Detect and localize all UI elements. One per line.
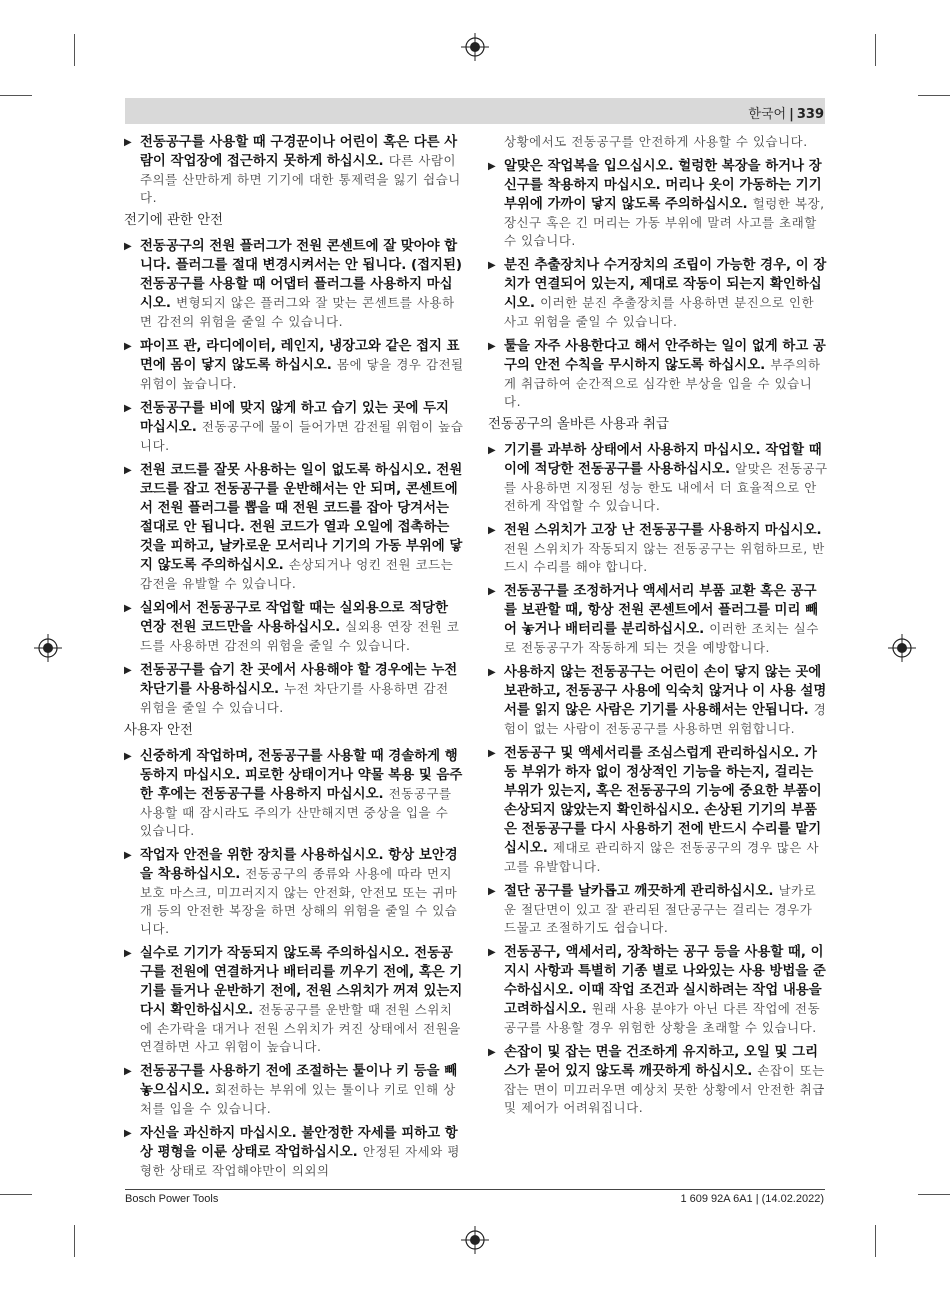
bullet-arrow-icon: ▶ xyxy=(124,850,132,861)
bullet-arrow-icon: ▶ xyxy=(124,1128,132,1139)
bullet-arrow-icon: ▶ xyxy=(488,947,496,958)
item-heading: 툴을 자주 사용한다고 해서 안주하는 일이 없게 하고 공구의 안전 수칙을 무시하지 않도록 하십시오. xyxy=(504,339,826,373)
registration-mark-icon xyxy=(461,1226,489,1254)
item-text: 부주의하게 취급하여 순간적으로 심각한 부상을 입을 수 있습니다. xyxy=(504,357,821,409)
item-text: 전동공구에 물이 들어가면 감전될 위험이 높습니다. xyxy=(140,419,464,453)
item-heading: 전동공구를 비에 맞지 않게 하고 습기 있는 곳에 두지 마십시오. xyxy=(140,401,449,435)
item-text: 실외용 연장 전원 코드를 사용하면 감전의 위험을 줄일 수 있습니다. xyxy=(140,619,460,653)
registration-mark-icon xyxy=(888,634,916,662)
list-item xyxy=(124,336,464,392)
item-heading: 전원 스위치가 고장 난 전동공구를 사용하지 마십시오. xyxy=(504,523,822,538)
list-item xyxy=(124,132,464,206)
item-text: 이러한 조치는 실수로 전동공구가 작동하게 되는 것을 예방합니다. xyxy=(504,621,819,655)
bullet-arrow-icon: ▶ xyxy=(124,751,132,762)
item-text: 안정된 자세와 평형한 상태로 작업해야만이 의외의 xyxy=(140,1144,460,1178)
list-item xyxy=(124,598,464,654)
item-text: 원래 사용 분야가 아닌 다른 작업에 전동공구를 사용할 경우 위험한 상황을 초래할 수 있습니다. xyxy=(504,1001,821,1035)
item-heading: 전동공구를 습기 찬 곳에서 사용해야 할 경우에는 누전 차단기를 사용하십시오. xyxy=(140,663,458,697)
item-text: 손잡이 또는 잡는 면이 미끄러우면 예상치 못한 상황에서 안전한 취급 및 제어가 어려워집니다. xyxy=(504,1063,825,1115)
crop-mark xyxy=(875,34,876,66)
bullet-arrow-icon: ▶ xyxy=(488,886,496,897)
item-text: 경험이 없는 사람이 전동공구를 사용하면 위험합니다. xyxy=(504,702,827,736)
bullet-arrow-icon: ▶ xyxy=(488,445,496,456)
page-number: 339 xyxy=(796,107,824,122)
item-text: 제대로 관리하지 않은 전동공구의 경우 많은 사고를 유발합니다. xyxy=(504,840,820,874)
item-text: 전동공구를 운반할 때 전원 스위치에 손가락을 대거나 전원 스위치가 켜진 상태에서 전원을 연결하면 사고 위험이 높습니다. xyxy=(140,1002,461,1054)
item-heading: 자신을 과신하지 마십시오. 불안정한 자세를 피하고 항상 평형을 이룬 상태로 작업하십시오. xyxy=(140,1126,458,1160)
item-heading: 기기를 과부하 상태에서 사용하지 마십시오. 작업할 때 이에 적당한 전동공구를 사용하십시오. xyxy=(504,443,822,477)
item-heading: 사용하지 않는 전동공구는 어린이 손이 닿지 않는 곳에 보관하고, 전동공구 사용에 익숙치 않거나 이 사용 설명서를 읽지 않은 사람은 기기를 사용해서는 안됩니다. xyxy=(504,665,827,718)
list-item xyxy=(488,440,828,514)
bullet-arrow-icon: ▶ xyxy=(124,665,132,676)
item-heading: 파이프 관, 라디에이터, 레인지, 냉장고와 같은 접지 표면에 몸이 닿지 않도록 하십시오. xyxy=(140,339,460,373)
bullet-arrow-icon: ▶ xyxy=(488,1047,496,1058)
item-text: 이러한 분진 추출장치를 사용하면 분진으로 인한 사고 위험을 줄일 수 있습니다. xyxy=(504,295,815,329)
list-item xyxy=(124,1123,464,1179)
item-heading: 작업자 안전을 위한 장치를 사용하십시오. 항상 보안경을 착용하십시오. xyxy=(140,848,458,882)
bullet-arrow-icon: ▶ xyxy=(124,403,132,414)
list-item xyxy=(488,581,828,656)
right-column xyxy=(488,132,828,1122)
item-heading: 전동공구를 조정하거나 액세서리 부품 교환 혹은 공구를 보관할 때, 항상 전원 콘센트에서 플러그를 미리 빼어 놓거나 배터리를 분리하십시오. xyxy=(504,584,819,637)
item-heading: 신중하게 작업하며, 전동공구를 사용할 때 경솔하게 행동하지 마십시오. 피로한 상태이거나 약물 복용 및 음주한 후에는 전동공구를 사용하지 마십시오. xyxy=(140,749,463,802)
crop-mark xyxy=(875,1225,876,1257)
item-heading: 손잡이 및 잡는 면을 건조하게 유지하고, 오일 및 그리스가 묻어 있지 않도록 깨끗하게 하십시오. xyxy=(504,1045,819,1079)
list-item xyxy=(124,660,464,716)
continued-text xyxy=(488,132,828,150)
bullet-arrow-icon: ▶ xyxy=(488,586,496,597)
bullet-arrow-icon: ▶ xyxy=(124,465,132,476)
registration-mark-icon xyxy=(34,634,62,662)
list-item xyxy=(488,1042,828,1116)
crop-mark xyxy=(74,34,75,66)
registration-mark-icon xyxy=(461,33,489,61)
item-heading: 분진 추출장치나 수거장치의 조립이 가능한 경우, 이 장치가 연결되어 있는지, 제대로 작동이 되는지 확인하십시오. xyxy=(504,258,827,311)
bullet-arrow-icon: ▶ xyxy=(124,1066,132,1077)
list-item xyxy=(124,746,464,839)
header-separator: | xyxy=(789,107,794,122)
list-item xyxy=(488,156,828,249)
list-item xyxy=(124,1061,464,1117)
item-text: 회전하는 부위에 있는 툴이나 키로 인해 상처를 입을 수 있습니다. xyxy=(140,1082,456,1116)
crop-mark xyxy=(74,1225,75,1257)
header-band xyxy=(125,98,825,124)
item-heading: 전원 코드를 잘못 사용하는 일이 없도록 하십시오. 전원 코드를 잡고 전동공구를 운반해서는 안 되며, 콘센트에서 전원 플러그를 뽑을 때 전원 코드를 잡아 당겨서는 절대로 안 됩니다. 전원 코드가 열과 오일에 접촉하는 것을 피하고, 날카로운 모서리나 기기의 가동 부위에 닿지 않도록 주의하십시오. xyxy=(140,463,463,573)
item-text: 전동공구의 종류와 사용에 따라 먼지 보호 마스크, 미끄러지지 않는 안전화, 안전모 또는 귀마개 등의 안전한 복장을 하면 상해의 위험을 줄일 수 있습니다. xyxy=(140,866,458,936)
list-item xyxy=(124,845,464,937)
bullet-arrow-icon: ▶ xyxy=(124,241,132,252)
item-text: 전동공구를 사용할 때 잠시라도 주의가 산만해지면 중상을 입을 수 있습니다. xyxy=(140,786,452,838)
item-heading: 전동공구, 액세서리, 장착하는 공구 등을 사용할 때, 이 지시 사항과 특별히 기종 별로 나와있는 사용 방법을 준수하십시오. 이때 작업 조건과 실시하려는 작업 내용을 고려하십시오. xyxy=(504,945,826,1017)
section-heading: 전동공구의 올바른 사용과 취급 xyxy=(488,417,669,432)
bullet-arrow-icon: ▶ xyxy=(488,260,496,271)
crop-mark xyxy=(918,95,950,96)
item-heading: 전동공구 및 액세서리를 조심스럽게 관리하십시오. 가동 부위가 하자 없이 정상적인 기능을 하는지, 걸리는 부위가 있는지, 혹은 전동공구의 기능에 중요한 부품이 손상되지 않았는지 확인하십시오. 손상된 기기의 부품은 전동공구를 다시 사용하기 전에 반드시 수리를 맡기십시오. xyxy=(504,746,822,856)
item-text: 손상되거나 엉킨 전원 코드는 감전을 유발할 수 있습니다. xyxy=(140,557,454,591)
list-item xyxy=(488,662,828,737)
bullet-arrow-icon: ▶ xyxy=(488,525,496,536)
item-text: 누전 차단기를 사용하면 감전 위험을 줄일 수 있습니다. xyxy=(140,681,449,715)
bullet-arrow-icon: ▶ xyxy=(488,748,496,759)
list-item xyxy=(124,943,464,1055)
item-text: 변형되지 않은 플러그와 잘 맞는 콘센트를 사용하면 감전의 위험을 줄일 수 있습니다. xyxy=(140,295,455,329)
item-heading: 절단 공구를 날카롭고 깨끗하게 관리하십시오. xyxy=(504,884,774,899)
bullet-arrow-icon: ▶ xyxy=(488,667,496,678)
item-heading: 전동공구의 전원 플러그가 전원 콘센트에 잘 맞아야 합니다. 플러그를 절대 변경시켜서는 안 됩니다. (접지된) 전동공구를 사용할 때 어댑터 플러그를 사용하지 마십시오. xyxy=(140,239,463,311)
section-heading: 전기에 관한 안전 xyxy=(124,213,224,228)
crop-mark xyxy=(0,95,32,96)
crop-mark xyxy=(0,1194,32,1195)
section-heading: 사용자 안전 xyxy=(124,723,193,738)
list-item xyxy=(488,520,828,575)
footer-brand: Bosch Power Tools xyxy=(125,1193,219,1205)
item-text: 날카로운 절단면이 있고 잘 관리된 절단공구는 걸리는 경우가 드물고 조절하기도 쉽습니다. xyxy=(504,883,817,935)
footer-docnumber: 1 609 92A 6A1 | (14.02.2022) xyxy=(680,1193,824,1205)
bullet-arrow-icon: ▶ xyxy=(124,603,132,614)
list-item xyxy=(488,743,828,875)
list-item xyxy=(488,942,828,1036)
item-heading: 전동공구를 사용하기 전에 조절하는 툴이나 키 등을 빼 놓으십시오. xyxy=(140,1064,458,1098)
bullet-arrow-icon: ▶ xyxy=(488,341,496,352)
bullet-arrow-icon: ▶ xyxy=(124,341,132,352)
bullet-arrow-icon: ▶ xyxy=(124,948,132,959)
item-text: 상황에서도 전동공구를 안전하게 사용할 수 있습니다. xyxy=(504,134,808,149)
item-heading: 실외에서 전동공구로 작업할 때는 실외용으로 적당한 연장 전원 코드만을 사용하십시오. xyxy=(140,601,448,635)
list-item xyxy=(124,236,464,330)
header-language: 한국어 xyxy=(748,107,787,122)
bullet-arrow-icon: ▶ xyxy=(488,161,496,172)
footer-rule xyxy=(125,1189,825,1190)
item-text: 헐렁한 복장, 장신구 혹은 긴 머리는 가동 부위에 말려 사고를 초래할 수 있습니다. xyxy=(504,196,825,248)
list-item xyxy=(488,255,828,330)
item-text: 몸에 닿을 경우 감전될 위험이 높습니다. xyxy=(140,357,464,391)
list-item xyxy=(124,398,464,454)
page-header xyxy=(748,103,824,122)
item-heading: 실수로 기기가 작동되지 않도록 주의하십시오. 전동공구를 전원에 연결하거나 배터리를 끼우기 전에, 혹은 기기를 들거나 운반하기 전에, 전원 스위치가 꺼져 있는지 다시 확인하십시오. xyxy=(140,946,463,1018)
item-heading: 전동공구를 사용할 때 구경꾼이나 어린이 혹은 다른 사람이 작업장에 접근하지 못하게 하십시오. xyxy=(140,135,458,169)
list-item xyxy=(488,336,828,410)
left-column xyxy=(124,132,464,1185)
list-item xyxy=(124,460,464,592)
crop-mark xyxy=(918,1194,950,1195)
item-text: 알맞은 전동공구를 사용하면 지정된 성능 한도 내에서 더 효율적으로 안전하게 작업할 수 있습니다. xyxy=(504,461,828,513)
bullet-arrow-icon: ▶ xyxy=(124,137,132,148)
item-heading: 알맞은 작업복을 입으십시오. 헐렁한 복장을 하거나 장신구를 착용하지 마십시오. 머리나 옷이 가동하는 기기 부위에 가까이 닿지 않도록 주의하십시오. xyxy=(504,159,822,212)
list-item xyxy=(488,881,828,936)
item-text: 전원 스위치가 작동되지 않는 전동공구는 위험하므로, 반드시 수리를 해야 합니다. xyxy=(504,541,825,574)
item-text: 다른 사람이 주의를 산만하게 하면 기기에 대한 통제력을 잃기 쉽습니다. xyxy=(140,153,461,205)
